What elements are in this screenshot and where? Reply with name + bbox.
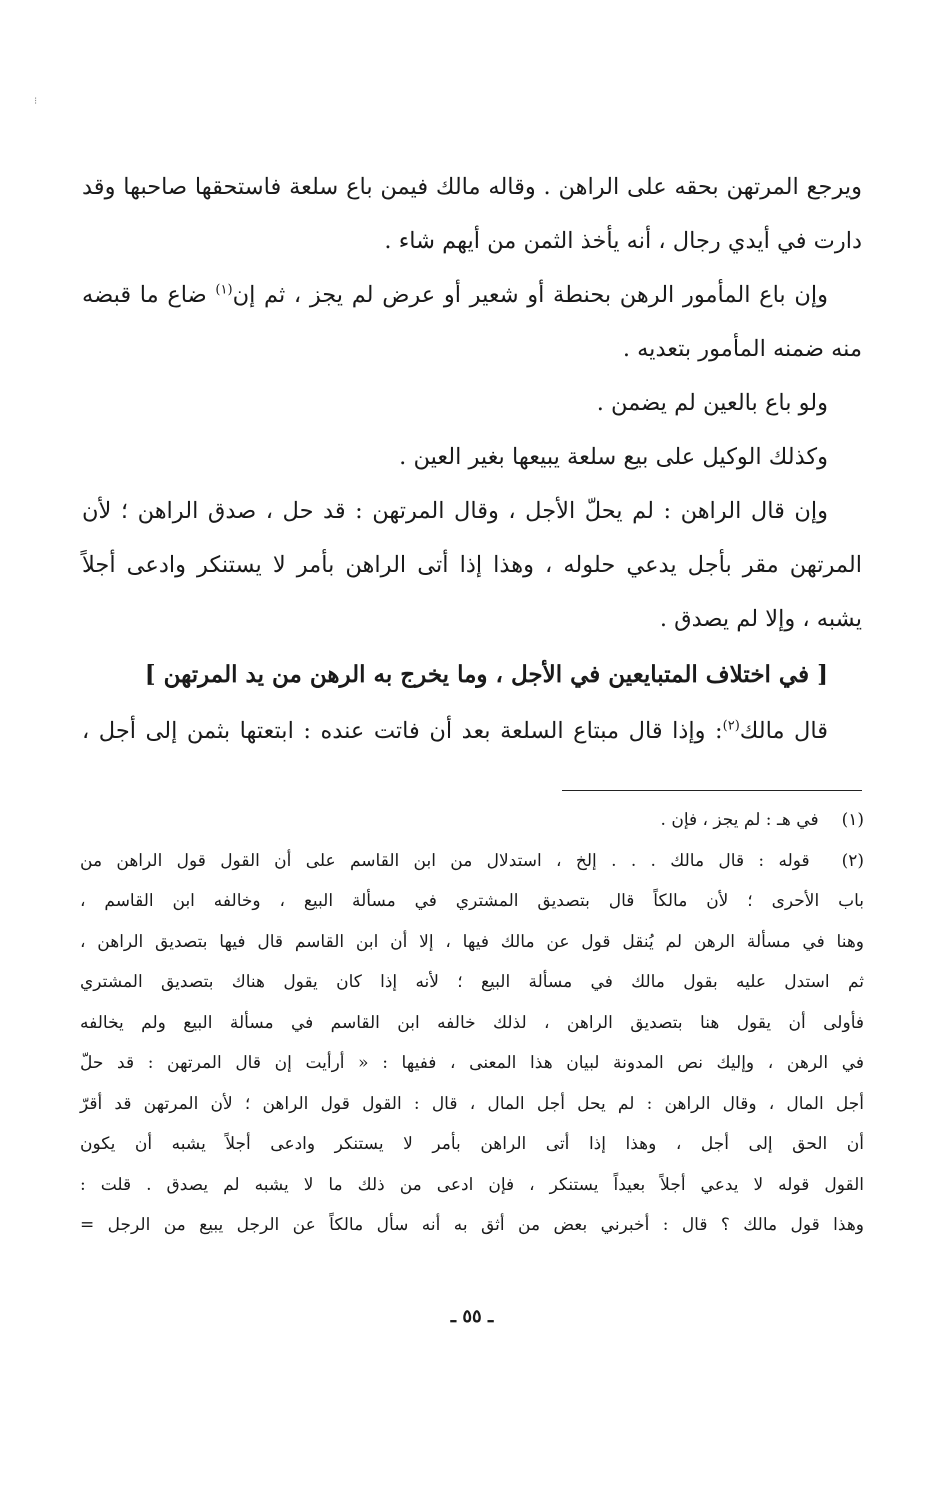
footnote-line: القول قوله لا يدعي أجلاً بعيداً يستنكر ، فإن ادعى من ذلك ما لا يشبه لم يصدق . قلت :	[80, 1174, 864, 1195]
footnote	[80, 841, 864, 882]
footnote-ref: (١)	[215, 282, 233, 298]
footnote-separator	[562, 790, 862, 791]
page-number: ـ ٥٥ ـ	[450, 1306, 494, 1327]
footnote-line: فأولى أن يقول هنا بتصديق الراهن ، لذلك خالفه ابن القاسم في مسألة البيع ولم يخالفه	[80, 1012, 864, 1033]
footnote-line: أن الحق إلى أجل ، وهذا إذا أتى الراهن بأمر لا يستنكر وادعى أجلاً يشبه أن يكون	[80, 1134, 864, 1154]
text-line: وإن قال الراهن : لم يحلّ الأجل ، وقال المرتهن : قد حل ، صدق الراهن ؛ لأن	[82, 498, 828, 524]
footnote-number: (٢)	[841, 850, 865, 871]
main-text	[82, 160, 862, 758]
footnote-text: قوله : قال مالك . . . إلخ ، استدلال من ابن القاسم على أن القول قول الراهن من	[80, 850, 810, 871]
footnote	[80, 800, 864, 841]
text-line: منه ضمنه المأمور بتعديه .	[622, 336, 862, 362]
footnote-number: (١)	[841, 810, 864, 830]
text-line: ولو باع بالعين لم يضمن .	[596, 390, 828, 416]
margin-mark: ⁝	[34, 96, 38, 107]
text-segment: قال مالك	[739, 718, 828, 744]
text-segment: ضاع ما قبضه	[82, 282, 216, 308]
text-segment: : وإذا قال مبتاع السلعة بعد أن فاتت عنده : ابتعتها بثمن إلى أجل ،	[82, 718, 723, 744]
text-segment: وإن باع المأمور الرهن بحنطة أو شعير أو عرض لم يجز ، ثم إن	[232, 282, 828, 308]
footnote-line: وهذا قول مالك ؟ قال : أخبرني بعض من أثق به أنه سأل مالكاً عن الرجل يبيع من الرجل =	[80, 1215, 864, 1235]
text-line: يشبه ، وإلا لم يصدق .	[659, 606, 862, 632]
footnote-text: في هـ : لم يجز ، فإن .	[660, 810, 819, 830]
text-line: ويرجع المرتهن بحقه على الراهن . وقاله مالك فيمن باع سلعة فاستحقها صاحبها وقد	[82, 174, 862, 200]
footnote-line: ثم استدل عليه بقول مالك في مسألة البيع ؛ لأنه إذا كان يقول هناك بتصديق المشتري	[80, 972, 864, 992]
text-line: المرتهن مقر بأجل يدعي حلوله ، وهذا إذا أتى الراهن بأمر لا يستنكر وادعى أجلاً	[82, 552, 862, 578]
section-heading: [ في اختلاف المتبايعين في الأجل ، وما يخرج به الرهن من يد المرتهن ]	[144, 661, 828, 688]
footnote-line: وهنا في مسألة الرهن لم يُنقل قول عن مالك فيها ، إلا أن ابن القاسم قال فيها بتصديق الراهن ،	[80, 931, 864, 952]
footnote-line: أجل المال ، وقال الراهن : لم يحل أجل المال ، قال : القول قول الراهن ؛ لأن المرتهن قد أقرّ	[80, 1093, 864, 1114]
footnote-line: في الرهن ، وإليك نص المدونة لبيان هذا المعنى ، ففيها : « أرأيت إن قال المرتهن : قد حلّ	[80, 1053, 864, 1073]
text-line	[82, 268, 862, 322]
text-line: دارت في أيدي رجال ، أنه يأخذ الثمن من أيهم شاء .	[384, 228, 862, 254]
text-line	[82, 704, 862, 758]
footnote-line: باب الأحرى ؛ لأن مالكاً قال بتصديق المشتري في مسألة البيع ، وخالفه ابن القاسم ،	[80, 891, 864, 911]
footnote-ref: (٢)	[722, 718, 740, 734]
text-line: وكذلك الوكيل على بيع سلعة يبيعها بغير العين .	[399, 444, 828, 470]
footnotes	[80, 800, 864, 1246]
